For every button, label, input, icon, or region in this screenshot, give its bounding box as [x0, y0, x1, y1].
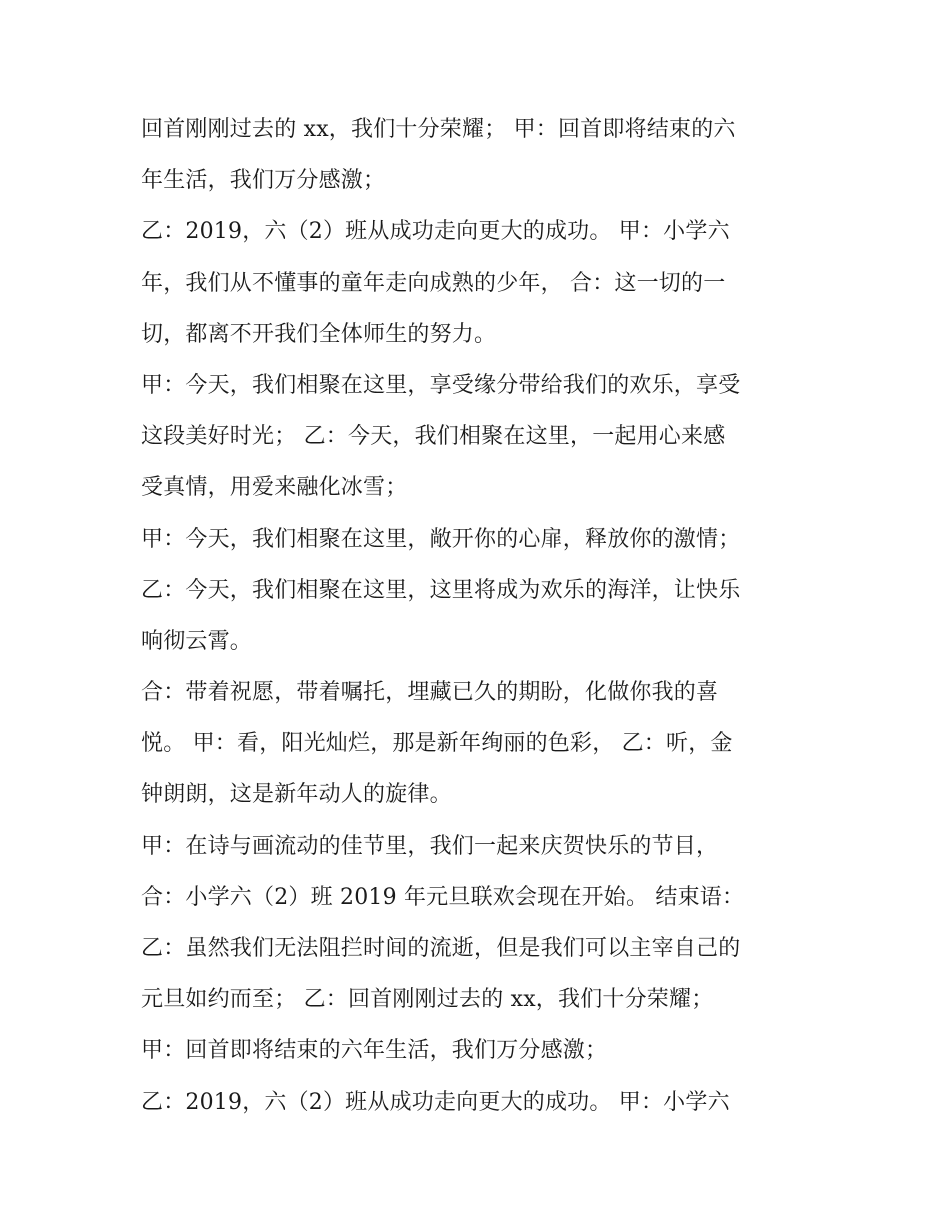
text-line: 甲：今天，我们相聚在这里，敞开你的心扉，释放你的激情；	[141, 526, 741, 552]
text-line: 切，都离不开我们全体师生的努力。	[141, 321, 497, 347]
text-line: 这段美好时光； 乙：今天，我们相聚在这里，一起用心来感	[141, 424, 726, 450]
text-line: 悦。 甲：看，阳光灿烂，那是新年绚丽的色彩， 乙：听，金	[141, 731, 733, 757]
text-line: 甲：回首即将结束的六年生活，我们万分感激；	[141, 1038, 608, 1064]
text-line: 乙：虽然我们无法阻拦时间的流逝，但是我们可以主宰自己的	[141, 936, 741, 961]
text-line: 乙：2019，六（2）班从成功走向更大的成功。 甲：小学六	[141, 1089, 730, 1115]
text-line: 乙：今天，我们相聚在这里，这里将成为欢乐的海洋，让快乐	[141, 577, 741, 603]
text-line: 合：小学六（2）班 2019 年元旦联欢会现在开始。 结束语：	[141, 884, 745, 910]
text-line: 年生活，我们万分感激；	[141, 168, 386, 194]
text-line: 回首刚刚过去的 xx，我们十分荣耀； 甲：回首即将结束的六	[141, 117, 736, 142]
text-line: 合：带着祝愿，带着嘱托，埋藏已久的期盼，化做你我的喜	[141, 680, 719, 706]
text-line: 响彻云霄。	[141, 628, 253, 654]
text-line: 乙：2019，六（2）班从成功走向更大的成功。 甲：小学六	[141, 219, 730, 245]
document-body	[141, 104, 821, 1128]
text-line: 甲：在诗与画流动的佳节里，我们一起来庆贺快乐的节目，	[141, 833, 719, 859]
text-line: 年，我们从不懂事的童年走向成熟的少年， 合：这一切的一	[141, 270, 726, 296]
text-line: 钟朗朗，这是新年动人的旋律。	[141, 782, 452, 808]
text-line: 甲：今天，我们相聚在这里，享受缘分带给我们的欢乐，享受	[141, 372, 741, 398]
text-line: 受真情，用爱来融化冰雪；	[141, 475, 408, 501]
text-line: 元旦如约而至； 乙：回首刚刚过去的 xx，我们十分荣耀；	[141, 987, 714, 1013]
